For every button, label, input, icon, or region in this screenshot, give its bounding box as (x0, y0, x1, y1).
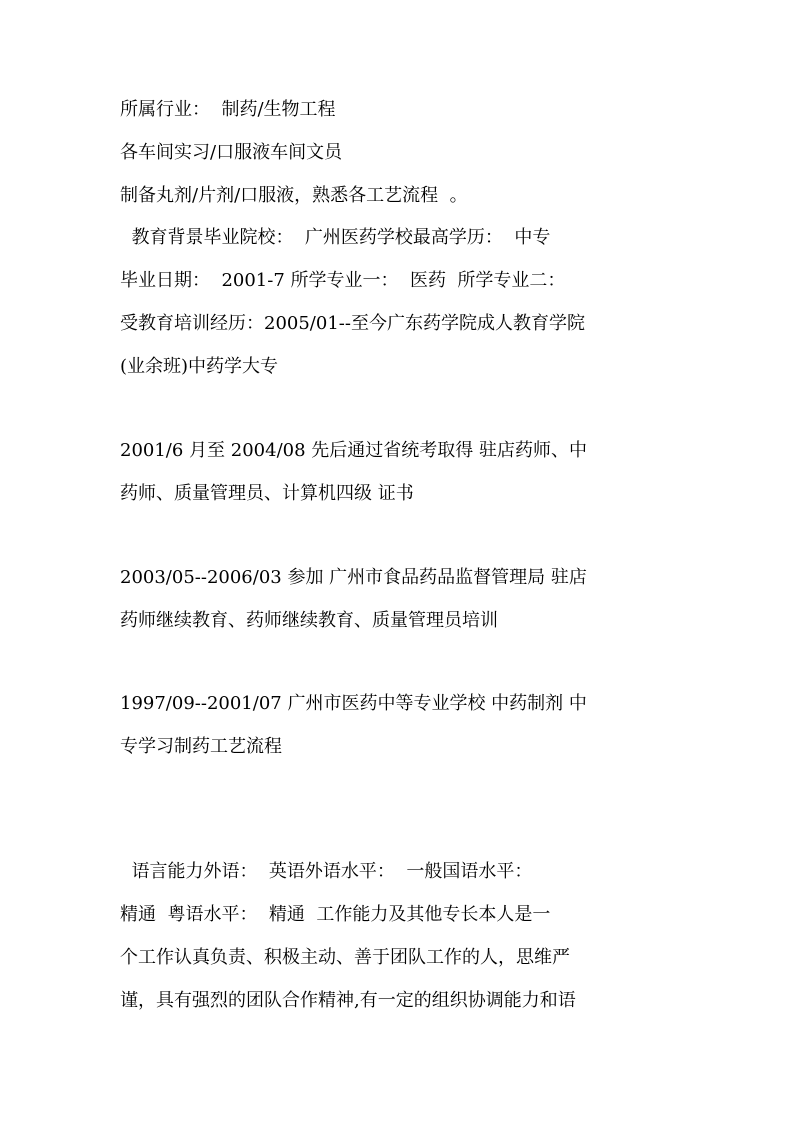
text-line-school-cont: 专学习制药工艺流程 (120, 736, 282, 757)
text-line-certificates-cont: 药师、质量管理员、计算机四级 证书 (120, 483, 414, 504)
text-line-training: 受教育培训经历：2005/01--至今广东药学院成人教育学院 (120, 313, 585, 334)
text-line-language-cont: 精通 粤语水平： 精通 工作能力及其他专长本人是一 (120, 904, 551, 925)
text-line-continuing-ed-cont: 药师继续教育、药师继续教育、质量管理员培训 (120, 610, 498, 631)
text-line-training-cont: (业余班)中药学大专 (120, 356, 279, 377)
text-line-industry: 所属行业： 制药/生物工程 (120, 99, 336, 120)
text-line-preparation: 制备丸剂/片剂/口服液，熟悉各工艺流程 。 (120, 185, 468, 206)
text-line-graduation: 毕业日期： 2001-7 所学专业一： 医药 所学专业二： (120, 270, 566, 291)
text-line-continuing-ed: 2003/05--2006/03 参加 广州市食品药品监督管理局 驻店 (120, 567, 587, 588)
text-line-skills: 个工作认真负责、积极主动、善于团队工作的人，思维严 (120, 947, 570, 968)
text-line-certificates: 2001/6 月至 2004/08 先后通过省统考取得 驻店药师、中 (120, 440, 587, 461)
text-line-skills-cont: 谨，具有强烈的团队合作精神,有一定的组织协调能力和语 (120, 990, 576, 1011)
text-line-education: 教育背景毕业院校： 广州医药学校最高学历： 中专 (120, 227, 551, 248)
text-line-language: 语言能力外语： 英语外语水平： 一般国语水平： (120, 861, 533, 882)
text-line-workshop: 各车间实习/口服液车间文员 (120, 142, 343, 163)
text-line-school: 1997/09--2001/07 广州市医药中等专业学校 中药制剂 中 (120, 693, 587, 714)
